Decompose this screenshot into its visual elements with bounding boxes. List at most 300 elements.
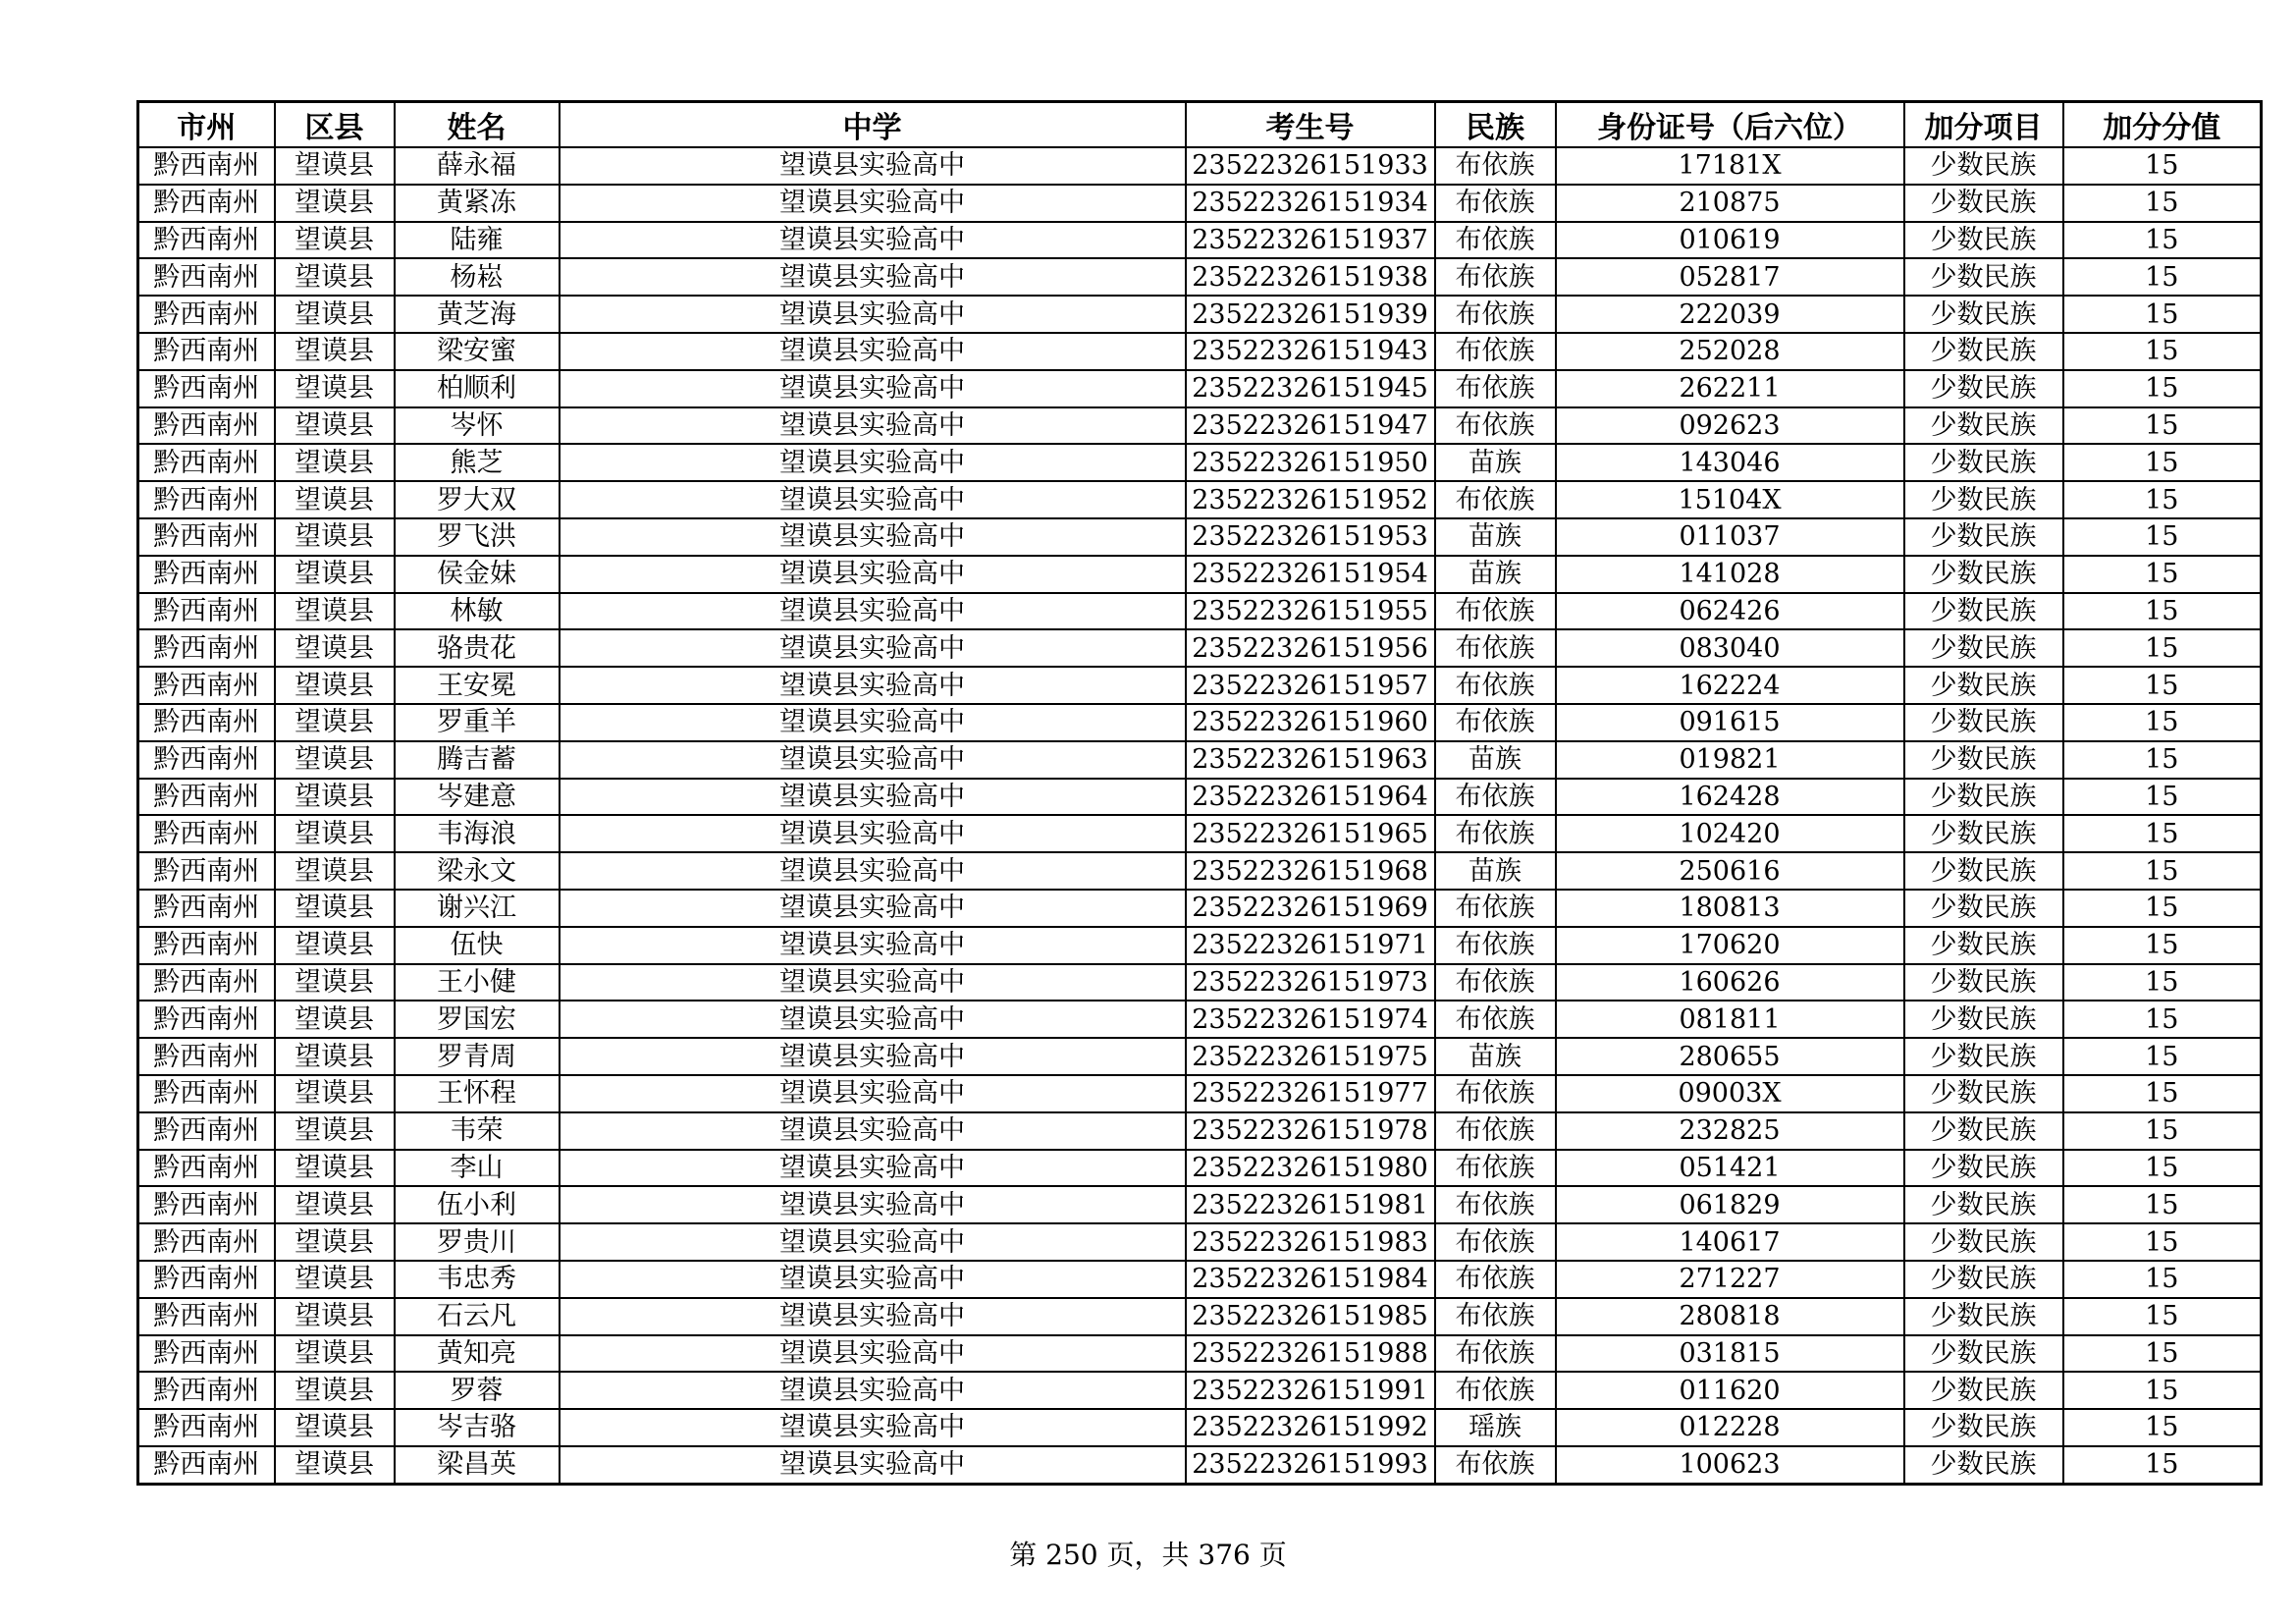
name-cell: 黄紧冻	[395, 185, 560, 222]
table-row	[138, 556, 2262, 593]
city-cell: 黔西南州	[138, 1112, 275, 1150]
bonus-value-cell: 15	[2063, 444, 2262, 481]
ethnicity-cell: 布依族	[1435, 1372, 1556, 1409]
table-row	[138, 1038, 2262, 1075]
ethnicity-cell: 布依族	[1435, 704, 1556, 741]
school-cell: 望谟县实验高中	[560, 1112, 1186, 1150]
name-cell: 黄知亮	[395, 1335, 560, 1373]
school-cell: 望谟县实验高中	[560, 185, 1186, 222]
school-cell: 望谟县实验高中	[560, 667, 1186, 704]
city-cell: 黔西南州	[138, 1001, 275, 1038]
bonus-value-cell: 15	[2063, 481, 2262, 518]
ethnicity-cell: 布依族	[1435, 1001, 1556, 1038]
id-suffix-cell: 052817	[1556, 258, 1904, 296]
bonus-value-cell: 15	[2063, 258, 2262, 296]
name-cell: 梁昌英	[395, 1446, 560, 1484]
bonus-value-cell: 15	[2063, 1223, 2262, 1261]
table-row	[138, 1372, 2262, 1409]
school-cell: 望谟县实验高中	[560, 629, 1186, 667]
table-row	[138, 1150, 2262, 1187]
county-cell: 望谟县	[275, 815, 395, 852]
bonus-item-cell: 少数民族	[1904, 1298, 2063, 1335]
bonus-item-cell: 少数民族	[1904, 333, 2063, 370]
school-cell: 望谟县实验高中	[560, 927, 1186, 964]
school-cell: 望谟县实验高中	[560, 258, 1186, 296]
ethnicity-cell: 布依族	[1435, 593, 1556, 630]
exam-number-cell: 23522326151953	[1186, 518, 1435, 556]
bonus-item-cell: 少数民族	[1904, 1038, 2063, 1075]
table-row	[138, 296, 2262, 333]
name-cell: 王安冕	[395, 667, 560, 704]
city-cell: 黔西南州	[138, 1223, 275, 1261]
name-cell: 罗飞洪	[395, 518, 560, 556]
table-row	[138, 667, 2262, 704]
city-cell: 黔西南州	[138, 1335, 275, 1373]
exam-number-cell: 23522326151985	[1186, 1298, 1435, 1335]
exam-number-cell: 23522326151983	[1186, 1223, 1435, 1261]
name-cell: 岑建意	[395, 779, 560, 816]
name-cell: 罗大双	[395, 481, 560, 518]
city-cell: 黔西南州	[138, 481, 275, 518]
exam-number-cell: 23522326151977	[1186, 1075, 1435, 1112]
ethnicity-cell: 布依族	[1435, 1261, 1556, 1298]
bonus-value-cell: 15	[2063, 629, 2262, 667]
county-cell: 望谟县	[275, 481, 395, 518]
bonus-points-table	[136, 100, 2263, 1486]
table-row	[138, 185, 2262, 222]
bonus-value-cell: 15	[2063, 593, 2262, 630]
id-suffix-cell: 011037	[1556, 518, 1904, 556]
table-row	[138, 890, 2262, 927]
school-cell: 望谟县实验高中	[560, 1409, 1186, 1446]
county-cell: 望谟县	[275, 1223, 395, 1261]
city-cell: 黔西南州	[138, 1075, 275, 1112]
bonus-item-cell: 少数民族	[1904, 1261, 2063, 1298]
city-cell: 黔西南州	[138, 629, 275, 667]
bonus-value-cell: 15	[2063, 779, 2262, 816]
table-header-row	[138, 102, 2262, 148]
bonus-value-cell: 15	[2063, 1001, 2262, 1038]
exam-number-cell: 23522326151954	[1186, 556, 1435, 593]
city-cell: 黔西南州	[138, 779, 275, 816]
county-cell: 望谟县	[275, 296, 395, 333]
id-suffix-cell: 250616	[1556, 852, 1904, 890]
table-row	[138, 518, 2262, 556]
id-suffix-cell: 180813	[1556, 890, 1904, 927]
ethnicity-cell: 布依族	[1435, 667, 1556, 704]
id-suffix-cell: 15104X	[1556, 481, 1904, 518]
county-cell: 望谟县	[275, 556, 395, 593]
id-suffix-cell: 210875	[1556, 185, 1904, 222]
bonus-item-cell: 少数民族	[1904, 667, 2063, 704]
bonus-item-cell: 少数民族	[1904, 741, 2063, 779]
city-cell: 黔西南州	[138, 704, 275, 741]
county-cell: 望谟县	[275, 1186, 395, 1223]
name-cell: 梁安蜜	[395, 333, 560, 370]
name-cell: 梁永文	[395, 852, 560, 890]
county-cell: 望谟县	[275, 667, 395, 704]
id-suffix-cell: 280655	[1556, 1038, 1904, 1075]
city-cell: 黔西南州	[138, 518, 275, 556]
bonus-value-cell: 15	[2063, 296, 2262, 333]
name-cell: 骆贵花	[395, 629, 560, 667]
table-row	[138, 222, 2262, 259]
ethnicity-cell: 布依族	[1435, 147, 1556, 185]
ethnicity-cell: 苗族	[1435, 444, 1556, 481]
bonus-value-cell: 15	[2063, 518, 2262, 556]
bonus-item-cell: 少数民族	[1904, 704, 2063, 741]
id-suffix-header: 身份证号（后六位）	[1556, 102, 1904, 148]
county-cell: 望谟县	[275, 444, 395, 481]
id-suffix-cell: 17181X	[1556, 147, 1904, 185]
id-suffix-cell: 092623	[1556, 407, 1904, 445]
id-suffix-cell: 280818	[1556, 1298, 1904, 1335]
table-row	[138, 1261, 2262, 1298]
exam-number-cell: 23522326151964	[1186, 779, 1435, 816]
bonus-item-cell: 少数民族	[1904, 370, 2063, 407]
county-cell: 望谟县	[275, 258, 395, 296]
city-cell: 黔西南州	[138, 964, 275, 1001]
school-cell: 望谟县实验高中	[560, 222, 1186, 259]
exam-number-cell: 23522326151934	[1186, 185, 1435, 222]
table-row	[138, 1446, 2262, 1484]
name-cell: 薛永福	[395, 147, 560, 185]
bonus-value-cell: 15	[2063, 1298, 2262, 1335]
name-cell: 林敏	[395, 593, 560, 630]
city-cell: 黔西南州	[138, 185, 275, 222]
exam-number-cell: 23522326151981	[1186, 1186, 1435, 1223]
ethnicity-cell: 布依族	[1435, 370, 1556, 407]
bonus-value-cell: 15	[2063, 1372, 2262, 1409]
id-suffix-cell: 091615	[1556, 704, 1904, 741]
id-suffix-cell: 010619	[1556, 222, 1904, 259]
ethnicity-cell: 布依族	[1435, 222, 1556, 259]
ethnicity-cell: 苗族	[1435, 1038, 1556, 1075]
bonus-value-cell: 15	[2063, 1261, 2262, 1298]
ethnicity-cell: 布依族	[1435, 185, 1556, 222]
id-suffix-cell: 011620	[1556, 1372, 1904, 1409]
bonus-item-cell: 少数民族	[1904, 1150, 2063, 1187]
bonus-item-cell: 少数民族	[1904, 815, 2063, 852]
city-cell: 黔西南州	[138, 593, 275, 630]
bonus-item-cell: 少数民族	[1904, 629, 2063, 667]
ethnicity-header: 民族	[1435, 102, 1556, 148]
id-suffix-cell: 083040	[1556, 629, 1904, 667]
school-cell: 望谟县实验高中	[560, 333, 1186, 370]
school-cell: 望谟县实验高中	[560, 1261, 1186, 1298]
county-cell: 望谟县	[275, 185, 395, 222]
exam-number-cell: 23522326151993	[1186, 1446, 1435, 1484]
bonus-item-cell: 少数民族	[1904, 1112, 2063, 1150]
school-cell: 望谟县实验高中	[560, 1372, 1186, 1409]
name-cell: 李山	[395, 1150, 560, 1187]
id-suffix-cell: 141028	[1556, 556, 1904, 593]
exam-number-cell: 23522326151973	[1186, 964, 1435, 1001]
city-cell: 黔西南州	[138, 1261, 275, 1298]
table-row	[138, 741, 2262, 779]
table-row	[138, 1001, 2262, 1038]
name-cell: 陆雍	[395, 222, 560, 259]
bonus-value-header: 加分分值	[2063, 102, 2262, 148]
school-cell: 望谟县实验高中	[560, 556, 1186, 593]
id-suffix-cell: 162224	[1556, 667, 1904, 704]
ethnicity-cell: 布依族	[1435, 890, 1556, 927]
id-suffix-cell: 262211	[1556, 370, 1904, 407]
id-suffix-cell: 031815	[1556, 1335, 1904, 1373]
name-cell: 侯金妹	[395, 556, 560, 593]
bonus-item-cell: 少数民族	[1904, 481, 2063, 518]
city-cell: 黔西南州	[138, 147, 275, 185]
city-cell: 黔西南州	[138, 370, 275, 407]
bonus-value-cell: 15	[2063, 1075, 2262, 1112]
bonus-value-cell: 15	[2063, 1409, 2262, 1446]
bonus-value-cell: 15	[2063, 1335, 2262, 1373]
id-suffix-cell: 232825	[1556, 1112, 1904, 1150]
table-row	[138, 1335, 2262, 1373]
id-suffix-cell: 019821	[1556, 741, 1904, 779]
school-cell: 望谟县实验高中	[560, 1038, 1186, 1075]
name-cell: 韦海浪	[395, 815, 560, 852]
county-cell: 望谟县	[275, 1335, 395, 1373]
table-row	[138, 815, 2262, 852]
name-cell: 石云凡	[395, 1298, 560, 1335]
city-cell: 黔西南州	[138, 1446, 275, 1484]
table-row	[138, 779, 2262, 816]
name-cell: 罗蓉	[395, 1372, 560, 1409]
school-cell: 望谟县实验高中	[560, 370, 1186, 407]
ethnicity-cell: 布依族	[1435, 1446, 1556, 1484]
school-cell: 望谟县实验高中	[560, 1223, 1186, 1261]
county-cell: 望谟县	[275, 1409, 395, 1446]
city-cell: 黔西南州	[138, 852, 275, 890]
bonus-value-cell: 15	[2063, 222, 2262, 259]
school-cell: 望谟县实验高中	[560, 296, 1186, 333]
name-cell: 岑怀	[395, 407, 560, 445]
county-cell: 望谟县	[275, 1075, 395, 1112]
county-header: 区县	[275, 102, 395, 148]
ethnicity-cell: 布依族	[1435, 1186, 1556, 1223]
county-cell: 望谟县	[275, 1150, 395, 1187]
county-cell: 望谟县	[275, 1001, 395, 1038]
id-suffix-cell: 081811	[1556, 1001, 1904, 1038]
ethnicity-cell: 布依族	[1435, 296, 1556, 333]
city-cell: 黔西南州	[138, 1298, 275, 1335]
table-row	[138, 593, 2262, 630]
ethnicity-cell: 布依族	[1435, 1150, 1556, 1187]
bonus-item-cell: 少数民族	[1904, 593, 2063, 630]
bonus-item-header: 加分项目	[1904, 102, 2063, 148]
bonus-item-cell: 少数民族	[1904, 556, 2063, 593]
id-suffix-cell: 143046	[1556, 444, 1904, 481]
school-cell: 望谟县实验高中	[560, 444, 1186, 481]
bonus-value-cell: 15	[2063, 1112, 2262, 1150]
county-cell: 望谟县	[275, 852, 395, 890]
bonus-value-cell: 15	[2063, 1186, 2262, 1223]
bonus-item-cell: 少数民族	[1904, 1446, 2063, 1484]
bonus-value-cell: 15	[2063, 667, 2262, 704]
county-cell: 望谟县	[275, 593, 395, 630]
school-cell: 望谟县实验高中	[560, 518, 1186, 556]
exam-number-cell: 23522326151980	[1186, 1150, 1435, 1187]
county-cell: 望谟县	[275, 1261, 395, 1298]
name-cell: 王小健	[395, 964, 560, 1001]
county-cell: 望谟县	[275, 333, 395, 370]
county-cell: 望谟县	[275, 1372, 395, 1409]
id-suffix-cell: 061829	[1556, 1186, 1904, 1223]
table-row	[138, 704, 2262, 741]
bonus-item-cell: 少数民族	[1904, 1075, 2063, 1112]
exam-number-cell: 23522326151963	[1186, 741, 1435, 779]
bonus-item-cell: 少数民族	[1904, 444, 2063, 481]
name-cell: 腾吉蓄	[395, 741, 560, 779]
city-cell: 黔西南州	[138, 667, 275, 704]
exam-number-header: 考生号	[1186, 102, 1435, 148]
ethnicity-cell: 布依族	[1435, 927, 1556, 964]
exam-number-cell: 23522326151974	[1186, 1001, 1435, 1038]
bonus-value-cell: 15	[2063, 852, 2262, 890]
ethnicity-cell: 布依族	[1435, 629, 1556, 667]
exam-number-cell: 23522326151947	[1186, 407, 1435, 445]
name-cell: 罗贵川	[395, 1223, 560, 1261]
city-cell: 黔西南州	[138, 444, 275, 481]
exam-number-cell: 23522326151965	[1186, 815, 1435, 852]
city-cell: 黔西南州	[138, 1150, 275, 1187]
county-cell: 望谟县	[275, 222, 395, 259]
name-cell: 伍小利	[395, 1186, 560, 1223]
name-cell: 熊芝	[395, 444, 560, 481]
school-cell: 望谟县实验高中	[560, 407, 1186, 445]
bonus-value-cell: 15	[2063, 927, 2262, 964]
ethnicity-cell: 布依族	[1435, 258, 1556, 296]
ethnicity-cell: 布依族	[1435, 407, 1556, 445]
bonus-item-cell: 少数民族	[1904, 1409, 2063, 1446]
county-cell: 望谟县	[275, 407, 395, 445]
city-cell: 黔西南州	[138, 258, 275, 296]
city-cell: 黔西南州	[138, 1038, 275, 1075]
exam-number-cell: 23522326151984	[1186, 1261, 1435, 1298]
table-row	[138, 444, 2262, 481]
county-cell: 望谟县	[275, 704, 395, 741]
bonus-item-cell: 少数民族	[1904, 407, 2063, 445]
city-cell: 黔西南州	[138, 1372, 275, 1409]
exam-number-cell: 23522326151957	[1186, 667, 1435, 704]
name-cell: 王怀程	[395, 1075, 560, 1112]
table-row	[138, 1223, 2262, 1261]
school-cell: 望谟县实验高中	[560, 481, 1186, 518]
table-body	[138, 147, 2262, 1484]
id-suffix-cell: 252028	[1556, 333, 1904, 370]
bonus-item-cell: 少数民族	[1904, 518, 2063, 556]
bonus-item-cell: 少数民族	[1904, 258, 2063, 296]
table-row	[138, 852, 2262, 890]
bonus-value-cell: 15	[2063, 370, 2262, 407]
name-header: 姓名	[395, 102, 560, 148]
exam-number-cell: 23522326151968	[1186, 852, 1435, 890]
table-row	[138, 407, 2262, 445]
bonus-value-cell: 15	[2063, 333, 2262, 370]
bonus-item-cell: 少数民族	[1904, 1223, 2063, 1261]
table-row	[138, 629, 2262, 667]
school-cell: 望谟县实验高中	[560, 1075, 1186, 1112]
city-cell: 黔西南州	[138, 407, 275, 445]
school-cell: 望谟县实验高中	[560, 1446, 1186, 1484]
county-cell: 望谟县	[275, 1112, 395, 1150]
ethnicity-cell: 瑶族	[1435, 1409, 1556, 1446]
county-cell: 望谟县	[275, 518, 395, 556]
bonus-value-cell: 15	[2063, 1150, 2262, 1187]
county-cell: 望谟县	[275, 629, 395, 667]
bonus-item-cell: 少数民族	[1904, 1186, 2063, 1223]
table-row	[138, 1298, 2262, 1335]
name-cell: 罗青周	[395, 1038, 560, 1075]
bonus-value-cell: 15	[2063, 704, 2262, 741]
ethnicity-cell: 布依族	[1435, 815, 1556, 852]
county-cell: 望谟县	[275, 147, 395, 185]
bonus-value-cell: 15	[2063, 556, 2262, 593]
table-row	[138, 481, 2262, 518]
bonus-value-cell: 15	[2063, 741, 2262, 779]
school-cell: 望谟县实验高中	[560, 890, 1186, 927]
table-row	[138, 370, 2262, 407]
name-cell: 柏顺利	[395, 370, 560, 407]
county-cell: 望谟县	[275, 927, 395, 964]
county-cell: 望谟县	[275, 1446, 395, 1484]
bonus-item-cell: 少数民族	[1904, 296, 2063, 333]
city-cell: 黔西南州	[138, 1186, 275, 1223]
ethnicity-cell: 布依族	[1435, 1075, 1556, 1112]
school-cell: 望谟县实验高中	[560, 779, 1186, 816]
school-cell: 望谟县实验高中	[560, 147, 1186, 185]
city-cell: 黔西南州	[138, 556, 275, 593]
id-suffix-cell: 162428	[1556, 779, 1904, 816]
bonus-value-cell: 15	[2063, 964, 2262, 1001]
exam-number-cell: 23522326151992	[1186, 1409, 1435, 1446]
exam-number-cell: 23522326151978	[1186, 1112, 1435, 1150]
exam-number-cell: 23522326151960	[1186, 704, 1435, 741]
bonus-item-cell: 少数民族	[1904, 1335, 2063, 1373]
table-row	[138, 333, 2262, 370]
city-cell: 黔西南州	[138, 1409, 275, 1446]
ethnicity-cell: 布依族	[1435, 1335, 1556, 1373]
exam-number-cell: 23522326151991	[1186, 1372, 1435, 1409]
document-sheet	[136, 100, 2260, 1486]
bonus-value-cell: 15	[2063, 147, 2262, 185]
city-cell: 黔西南州	[138, 927, 275, 964]
city-cell: 黔西南州	[138, 741, 275, 779]
bonus-item-cell: 少数民族	[1904, 222, 2063, 259]
id-suffix-cell: 062426	[1556, 593, 1904, 630]
city-cell: 黔西南州	[138, 815, 275, 852]
bonus-item-cell: 少数民族	[1904, 147, 2063, 185]
name-cell: 韦忠秀	[395, 1261, 560, 1298]
exam-number-cell: 23522326151975	[1186, 1038, 1435, 1075]
table-row	[138, 964, 2262, 1001]
county-cell: 望谟县	[275, 370, 395, 407]
name-cell: 罗重羊	[395, 704, 560, 741]
ethnicity-cell: 布依族	[1435, 333, 1556, 370]
id-suffix-cell: 160626	[1556, 964, 1904, 1001]
name-cell: 黄芝海	[395, 296, 560, 333]
exam-number-cell: 23522326151943	[1186, 333, 1435, 370]
bonus-item-cell: 少数民族	[1904, 964, 2063, 1001]
exam-number-cell: 23522326151956	[1186, 629, 1435, 667]
bonus-value-cell: 15	[2063, 1038, 2262, 1075]
table-row	[138, 258, 2262, 296]
id-suffix-cell: 170620	[1556, 927, 1904, 964]
bonus-item-cell: 少数民族	[1904, 890, 2063, 927]
county-cell: 望谟县	[275, 890, 395, 927]
school-cell: 望谟县实验高中	[560, 964, 1186, 1001]
